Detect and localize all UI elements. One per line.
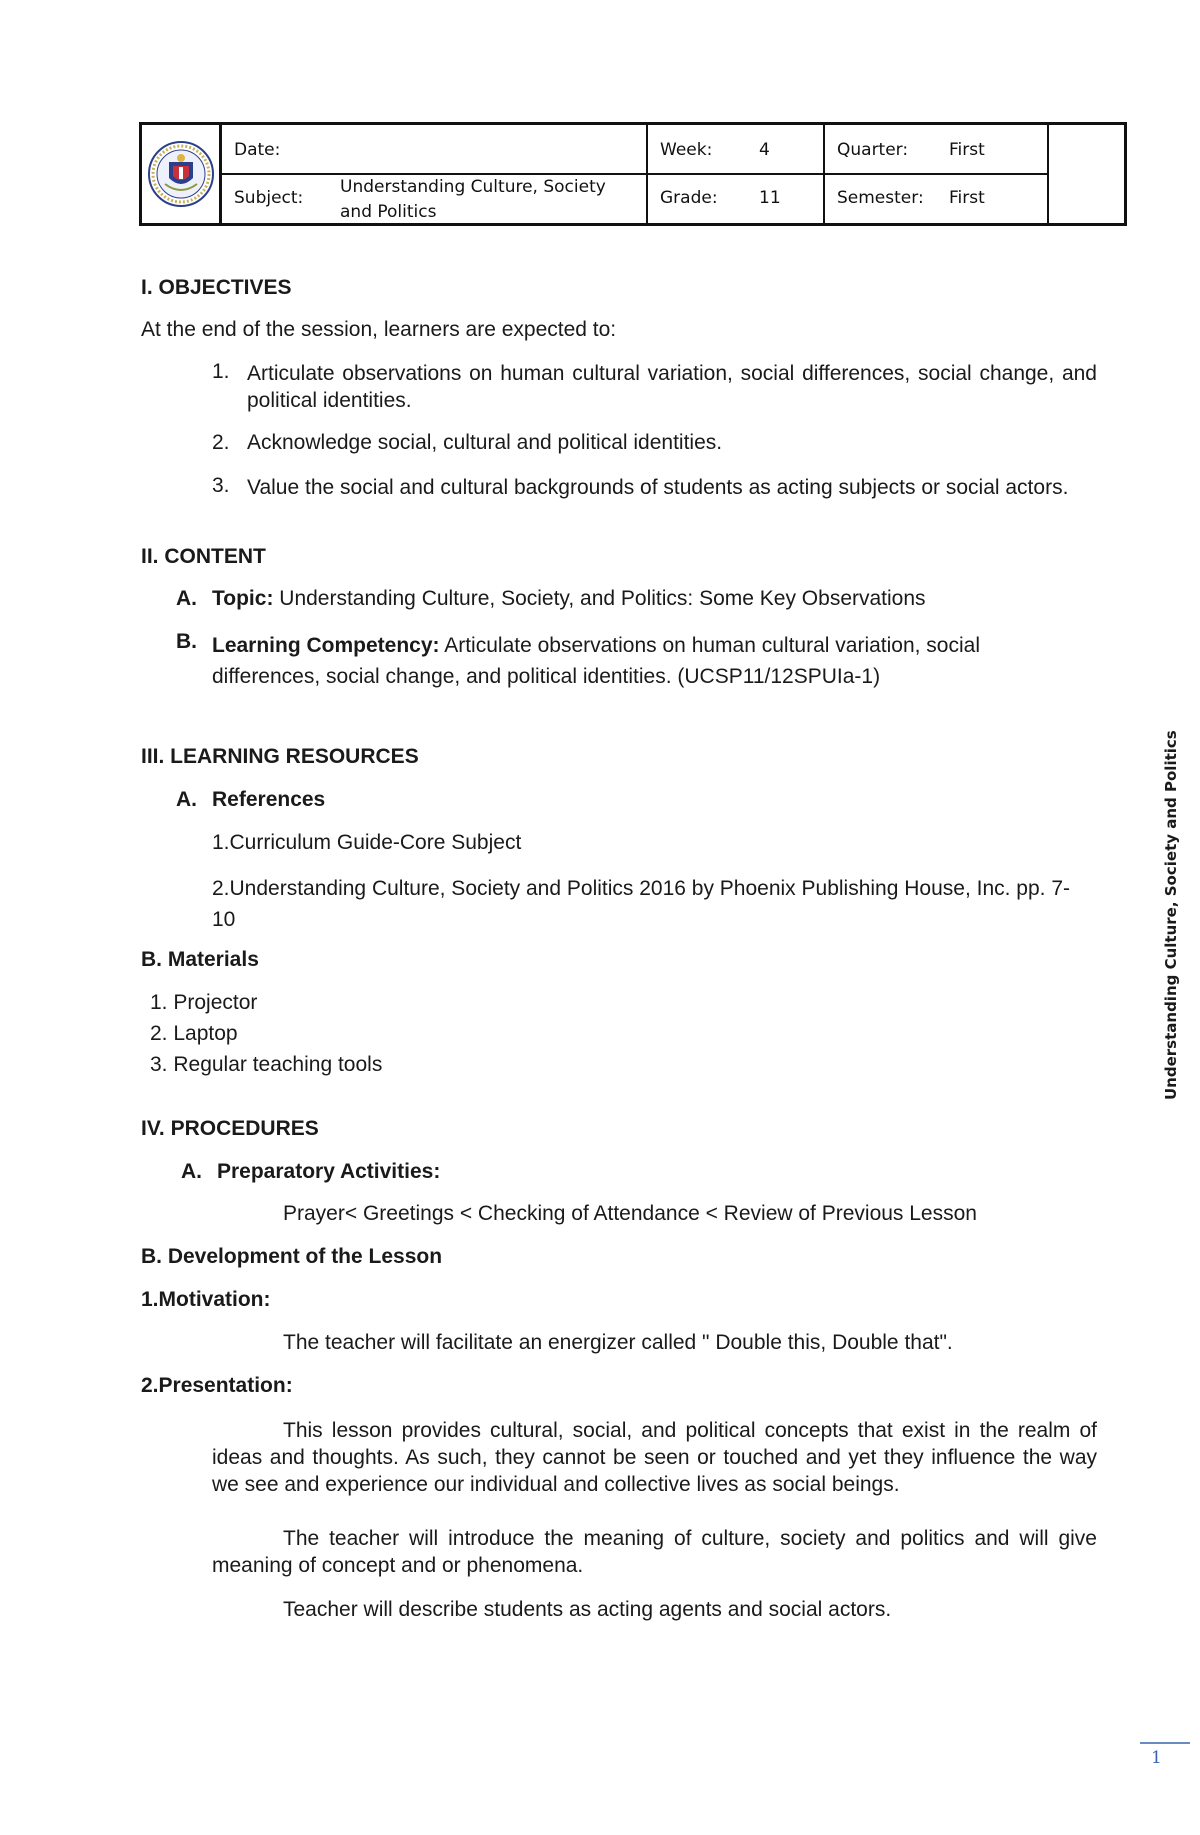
material-item: 1. Projector xyxy=(150,991,258,1014)
week-value: 4 xyxy=(759,140,770,160)
objectives-heading: I. OBJECTIVES xyxy=(141,276,292,299)
material-item: 3. Regular teaching tools xyxy=(150,1053,383,1076)
date-label: Date: xyxy=(234,140,281,160)
page-number: 1 xyxy=(1151,1748,1162,1768)
objective-number: 2. xyxy=(212,431,230,454)
objectives-intro: At the end of the session, learners are expected to: xyxy=(141,318,617,341)
preparatory-text: Prayer< Greetings < Checking of Attendance < Review of Previous Lesson xyxy=(283,1202,977,1225)
presentation-paragraph: This lesson provides cultural, social, and political concepts that exist in the realm of ideas and thoughts. As such, they cannot be seen or touched and yet they influence the way we see and experience our individual and collective lives as social beings. xyxy=(212,1419,1097,1496)
objective-number: 1. xyxy=(212,360,230,383)
presentation-paragraph: The teacher will introduce the meaning of culture, society and politics and will give meaning of concept and or phenomena. xyxy=(212,1527,1097,1577)
content-topic xyxy=(212,587,1112,611)
quarter-label: Quarter: xyxy=(837,140,909,160)
topic-text: Understanding Culture, Society, and Politics: Some Key Observations xyxy=(273,587,926,610)
objective-item: Articulate observations on human cultural variation, social differences, social change, and political identities. xyxy=(247,362,1097,412)
reference-item: 1.Curriculum Guide-Core Subject xyxy=(212,831,522,854)
references-title: References xyxy=(212,788,326,811)
preparatory-title: Preparatory Activities: xyxy=(217,1160,441,1183)
header-table xyxy=(139,122,1127,226)
deped-seal-cell xyxy=(142,125,220,223)
content-heading: II. CONTENT xyxy=(141,545,266,568)
objective-item: Value the social and cultural backgrounds of students as acting subjects or social actors. xyxy=(247,476,1069,499)
subject-label: Subject: xyxy=(234,188,304,208)
grade-value: 11 xyxy=(759,188,781,208)
side-title: Understanding Culture, Society and Politics xyxy=(1162,730,1180,1100)
deped-seal-icon xyxy=(147,140,215,208)
page-number-rule xyxy=(1140,1742,1190,1744)
resources-heading: III. LEARNING RESOURCES xyxy=(141,745,419,768)
semester-label: Semester: xyxy=(837,188,924,208)
content-a-label: A. xyxy=(176,587,197,610)
content-b-label: B. xyxy=(176,630,197,653)
competency-text: Articulate observations on human cultural variation, social differences, social change, and political identities. (UCSP11/12SPUIa-1) xyxy=(212,634,980,688)
material-item: 2. Laptop xyxy=(150,1022,238,1045)
motivation-text: The teacher will facilitate an energizer called " Double this, Double that". xyxy=(283,1331,953,1354)
objective-item: Acknowledge social, cultural and political identities. xyxy=(247,431,723,454)
subject-value-line2: and Politics xyxy=(340,202,437,222)
motivation-title: 1.Motivation: xyxy=(141,1288,271,1311)
objective-number: 3. xyxy=(212,474,230,497)
presentation-title: 2.Presentation: xyxy=(141,1374,293,1397)
materials-title: B. Materials xyxy=(141,948,259,971)
presentation-paragraph: Teacher will describe students as acting agents and social actors. xyxy=(283,1598,892,1621)
topic-label: Topic: xyxy=(212,587,274,610)
competency-label: Learning Competency: xyxy=(212,634,440,657)
week-label: Week: xyxy=(660,140,713,160)
grade-label: Grade: xyxy=(660,188,718,208)
procedures-heading: IV. PROCEDURES xyxy=(141,1117,319,1140)
resources-a-label: A. xyxy=(176,788,197,811)
procedures-a-label: A. xyxy=(181,1160,202,1183)
content-competency xyxy=(212,630,1082,692)
quarter-value: First xyxy=(949,140,985,160)
development-title: B. Development of the Lesson xyxy=(141,1245,443,1268)
semester-value: First xyxy=(949,188,985,208)
reference-item: 2.Understanding Culture, Society and Politics 2016 by Phoenix Publishing House, Inc. pp. 7-10 xyxy=(212,877,1071,931)
subject-value-line1: Understanding Culture, Society xyxy=(340,177,606,197)
